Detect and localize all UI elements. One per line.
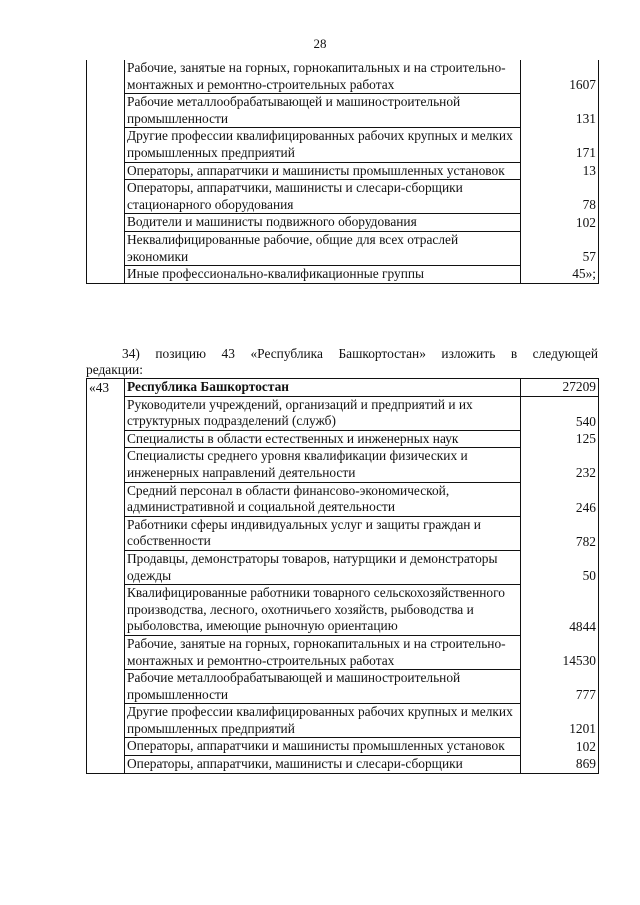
row-code [87,128,125,162]
table-row [87,180,599,214]
table-row [87,266,599,284]
row-value: 14530 [521,635,599,669]
row-code [87,94,125,128]
table-row [87,396,599,430]
table-row [87,482,599,516]
row-code [87,214,125,232]
table-row [87,60,599,94]
row-value: 125 [521,430,599,448]
row-code [87,180,125,214]
row-value: 782 [521,516,599,550]
row-value: 171 [521,128,599,162]
row-name: Квалифицированные работники товарного сельскохозяйственного производства, лесного, охотничьего хозяйств, рыбоводства и рыболовства, имеющие рыночную ориентацию [125,585,521,636]
row-value: 27209 [521,379,599,397]
row-code [87,704,125,738]
row-name: Специалисты среднего уровня квалификации физических и инженерных направлений деятельности [125,448,521,482]
row-value: 102 [521,214,599,232]
row-name: Операторы, аппаратчики, машинисты и слесари-сборщики [125,756,521,774]
paragraph-line-1: 34) позицию 43 «Республика Башкортостан» изложить в следующей [122,346,598,361]
row-name: Специалисты в области естественных и инженерных наук [125,430,521,448]
row-code [87,448,125,482]
page-number: 28 [313,36,327,51]
row-code [87,396,125,430]
row-value: 13 [521,162,599,180]
table-row [87,448,599,482]
row-value: 102 [521,738,599,756]
row-value: 777 [521,670,599,704]
row-value: 57 [521,231,599,265]
table-continuation [86,60,599,284]
row-value: 78 [521,180,599,214]
table-row [87,94,599,128]
row-code [87,550,125,584]
row-value: 131 [521,94,599,128]
table-row [87,214,599,232]
paragraph-line-2: редакции: [86,362,143,377]
row-name: Операторы, аппаратчики и машинисты промышленных установок [125,162,521,180]
row-name: Другие профессии квалифицированных рабочих крупных и мелких промышленных предприятий [125,704,521,738]
row-code [87,482,125,516]
table-row [87,379,599,397]
row-name: Операторы, аппаратчики и машинисты промышленных установок [125,738,521,756]
row-name: Руководители учреждений, организаций и предприятий и их структурных подразделений (служб) [125,396,521,430]
row-name: Рабочие металлообрабатывающей и машиностроительной промышленности [125,94,521,128]
row-name: Другие профессии квалифицированных рабочих крупных и мелких промышленных предприятий [125,128,521,162]
row-value: 1607 [521,60,599,94]
table-row [87,231,599,265]
row-code [87,738,125,756]
table-row [87,430,599,448]
table-row [87,670,599,704]
table-row [87,704,599,738]
row-code [87,231,125,265]
row-code [87,516,125,550]
row-name: Республика Башкортостан [125,379,521,397]
row-name: Рабочие металлообрабатывающей и машиностроительной промышленности [125,670,521,704]
row-code [87,756,125,774]
row-code [87,585,125,636]
row-value: 232 [521,448,599,482]
table-bashkortostan [86,378,599,774]
row-value: 540 [521,396,599,430]
table-row [87,128,599,162]
row-name: Работники сферы индивидуальных услуг и защиты граждан и собственности [125,516,521,550]
row-name: Рабочие, занятые на горных, горнокапитальных и на строительно-монтажных и ремонтно-строительных работах [125,635,521,669]
row-value: 50 [521,550,599,584]
table-row [87,585,599,636]
table-row [87,756,599,774]
row-name: Неквалифицированные рабочие, общие для всех отраслей экономики [125,231,521,265]
row-name: Операторы, аппаратчики, машинисты и слесари-сборщики стационарного оборудования [125,180,521,214]
row-name: Водители и машинисты подвижного оборудования [125,214,521,232]
row-code [87,266,125,284]
row-code [87,430,125,448]
row-name: Иные профессионально-квалификационные группы [125,266,521,284]
row-value: 869 [521,756,599,774]
row-value: 246 [521,482,599,516]
table-row [87,516,599,550]
row-name: Рабочие, занятые на горных, горнокапитальных и на строительно-монтажных и ремонтно-строительных работах [125,60,521,94]
row-code [87,635,125,669]
row-name: Продавцы, демонстраторы товаров, натурщики и демонстраторы одежды [125,550,521,584]
row-value: 45»; [521,266,599,284]
amendment-paragraph [86,346,598,378]
table-row [87,550,599,584]
row-value: 1201 [521,704,599,738]
table-row [87,635,599,669]
row-name: Средний персонал в области финансово-экономической, административной и социальной деятельности [125,482,521,516]
row-value: 4844 [521,585,599,636]
table-row [87,738,599,756]
row-code: «43 [87,379,125,397]
row-code [87,60,125,94]
row-code [87,162,125,180]
table-row [87,162,599,180]
row-code [87,670,125,704]
